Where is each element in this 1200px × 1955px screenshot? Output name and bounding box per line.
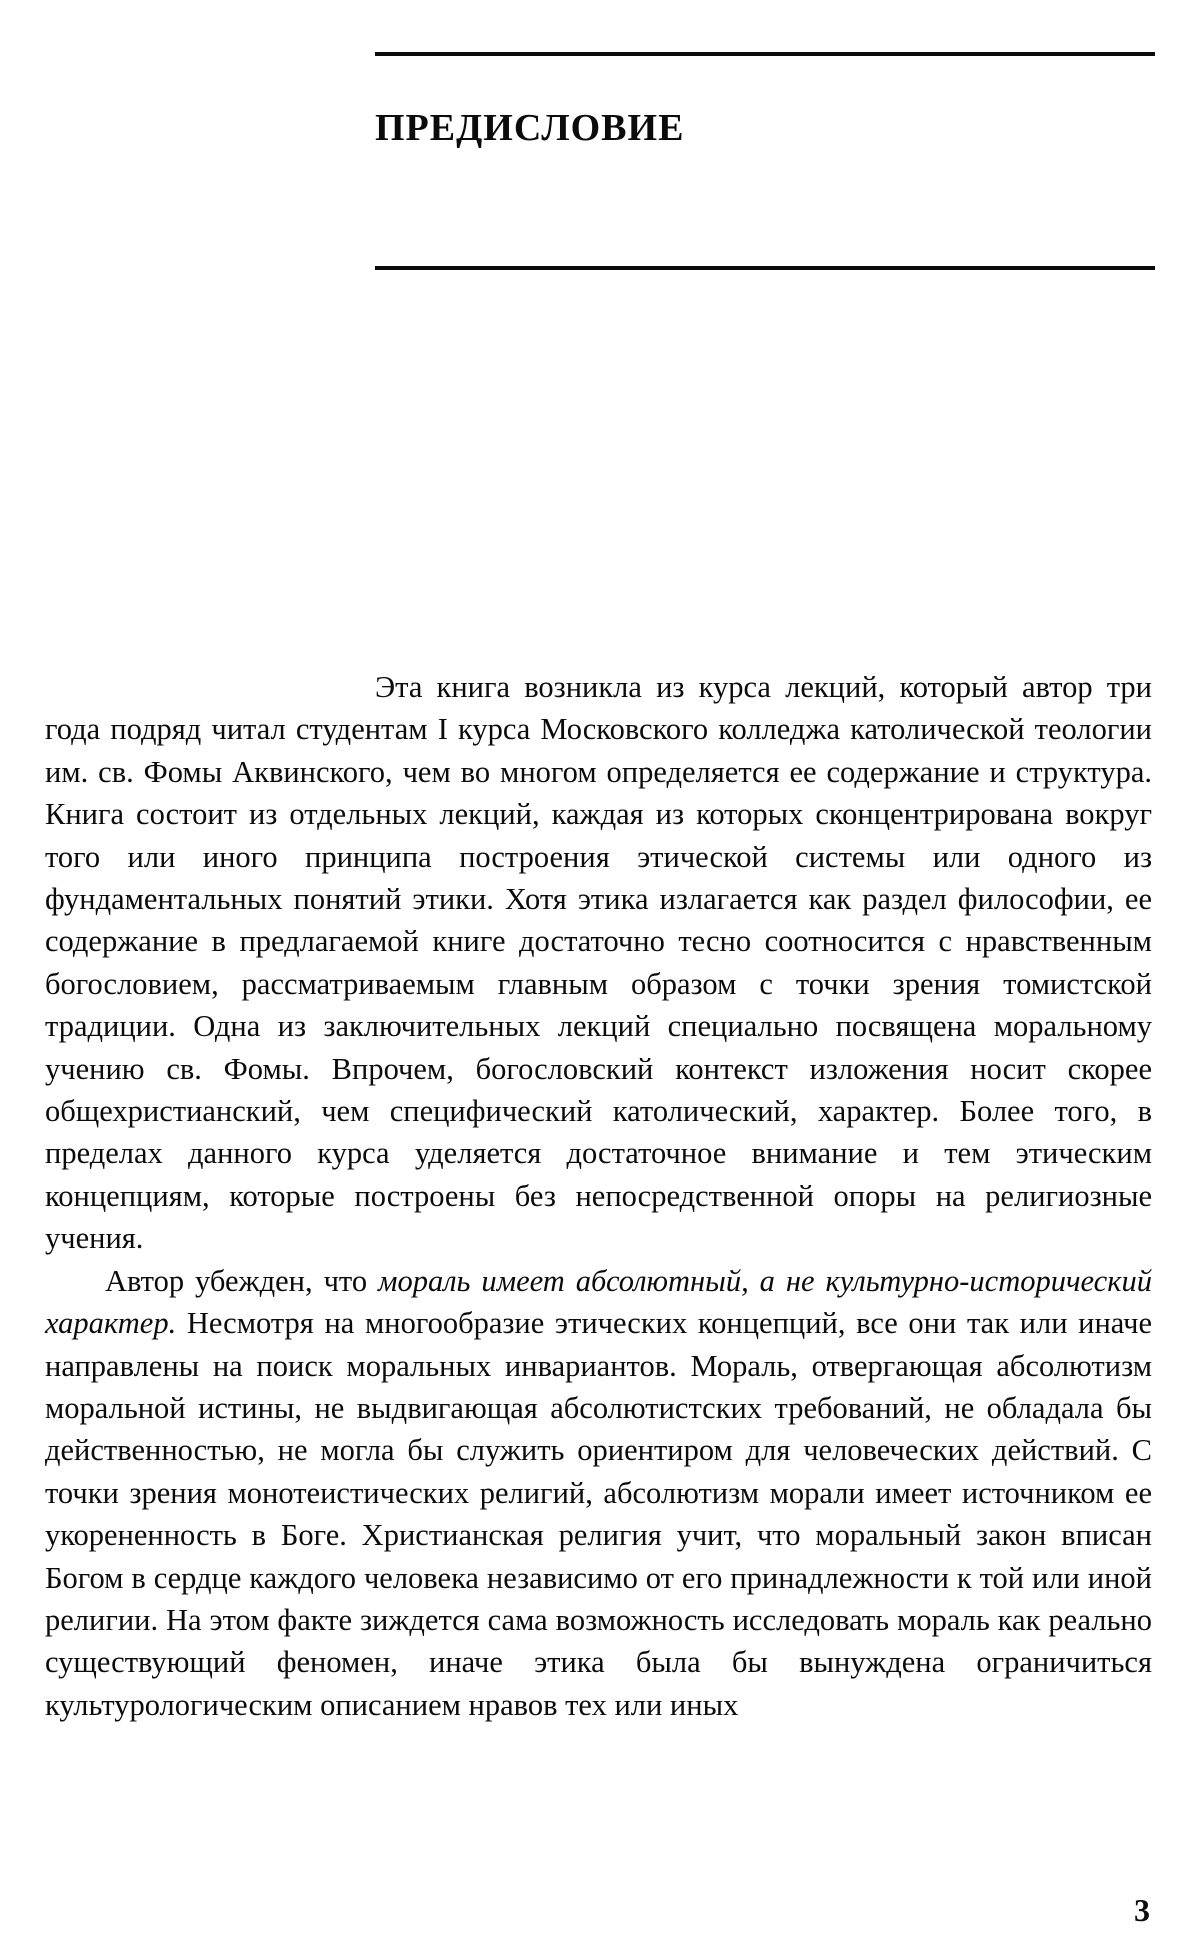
paragraph-1: Эта книга возникла из курса лекций, который автор три года подряд читал студентам I курса Московского колледжа католической теологии им. св. Фомы Аквинского, чем во многом определяется ее содержание и структура. Книга состоит из отдельных лекций, каждая из которых сконцентрирована вокруг того или иного принципа построения этической системы или одного из фундаментальных понятий этики. Хотя этика излагается как раздел философии, ее содержание в предлагаемой книге достаточно тесно соотносится с нравственным богословием, рассматриваемым главным образом с точки зрения томистской традиции. Одна из заключительных лекций специально посвящена моральному учению св. Фомы. Впрочем, богословский контекст изложения носит скорее общехристианский, чем специфический католический, характер. Более того, в пределах данного курса уделяется достаточное внимание и тем этическим концепциям, которые построены без непосредственной опоры на религиозные учения. [45, 670, 1152, 1256]
paragraph-2-emphasis: мораль имеет абсолютный, а не культурно-исторический характер. [45, 1263, 1152, 1341]
paragraph-2-lead: Автор убежден, что [105, 1263, 379, 1298]
page-number: 3 [1134, 1892, 1150, 1928]
paragraph-2-rest: Несмотря на многообразие этических концепций, все они так или иначе направлены на поиск моральных инвариантов. Мораль, отвергающая абсолютизм моральной истины, не выдвигающая абсолютистских требований, не обладала бы действенностью, не могла бы служить ориентиром для человеческих действий. С точки зрения монотеистических религий, абсолютизм морали имеет источником ее укорененность в Боге. Христианская религия учит, что моральный закон вписан Богом в сердце каждого человека независимо от его принадлежности к той или иной религии. На этом факте зиждется сама возможность исследовать мораль как реально существующий феномен, иначе этика была бы вынуждена ограничиться культурологическим описанием нравов тех или иных [45, 1306, 1152, 1722]
body-text [45, 666, 1152, 1726]
top-rule [375, 52, 1155, 56]
page-title: ПРЕДИСЛОВИЕ [375, 107, 685, 149]
paragraph-2 [45, 1260, 1152, 1726]
bottom-rule [375, 266, 1155, 270]
